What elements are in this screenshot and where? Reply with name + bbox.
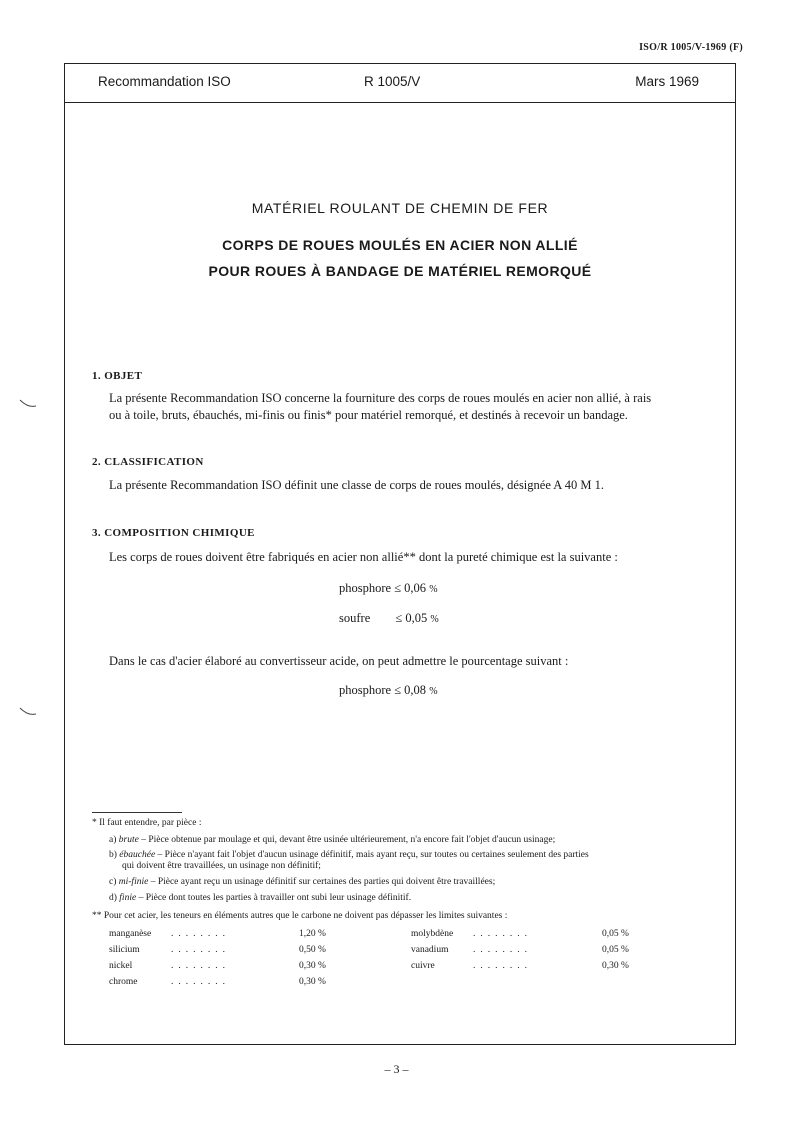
formula-phosphore-text: phosphore ≤ 0,06 [339,581,427,595]
footnote-1-intro: * Il faut entendre, par pièce : [92,818,202,828]
limit-value [602,928,629,940]
percent-sign: % [318,961,326,971]
formula-soufre-label: soufre [339,611,371,625]
leader-dots: ........ [473,945,532,955]
title-line-3: POUR ROUES À BANDAGE DE MATÉRIEL REMORQUÉ [208,263,592,279]
section-1-text-line-1: La présente Recommandation ISO concerne la fourniture des corps de roues moulés en acier non allié, à rais [109,391,652,405]
item-marker: d) [109,893,117,903]
element-name: chrome [109,977,138,987]
section-1-heading: 1. OBJET [92,370,143,382]
item-text: – Pièce ayant reçu un usinage définitif sur certaines des parties qui doivent être travaillées; [148,877,496,887]
section-2-heading: 2. CLASSIFICATION [92,456,204,468]
item-marker: a) [109,835,117,845]
limit-row [411,928,532,940]
percent-sign: % [621,961,629,971]
document-reference: ISO/R 1005/V-1969 (F) [639,42,743,53]
binding-mark [18,398,38,410]
element-value: 0,05 [602,929,619,939]
limit-row [411,960,532,972]
limit-row [109,960,230,972]
element-name: molybdène [411,929,454,939]
limit-row [109,928,230,940]
formula-phosphore-acide-text: phosphore ≤ 0,08 [339,683,427,697]
element-name: vanadium [411,945,449,955]
formula-soufre-value: ≤ 0,05 [395,611,428,625]
header-left: Recommandation ISO [98,74,231,89]
header-right: Mars 1969 [635,74,699,89]
section-1-text-line-2: ou à toile, bruts, ébauchés, mi-finis ou finis* pour matériel remorqué, et destinés à recevoir un bandage. [109,408,628,422]
limit-row [109,976,230,988]
section-3-text-line-1: Les corps de roues doivent être fabriqués en acier non allié** dont la pureté chimique est la suivante : [109,550,618,564]
limit-value [299,976,326,988]
percent-sign: % [429,584,438,595]
header-center: R 1005/V [364,74,421,89]
page-number: – 3 – [384,1062,409,1076]
percent-sign: % [621,945,629,955]
item-term: brute [118,835,139,845]
formula-phosphore-acide [339,683,438,698]
section-3-heading: 3. COMPOSITION CHIMIQUE [92,527,255,539]
title-line-2: CORPS DE ROUES MOULÉS EN ACIER NON ALLIÉ [222,237,578,253]
element-name: silicium [109,945,140,955]
leader-dots: ........ [473,929,532,939]
element-value: 0,05 [602,945,619,955]
item-term: finie [119,893,137,903]
leader-dots: ........ [171,961,230,971]
footnote-1-item-a [109,834,555,846]
element-value: 0,30 [602,961,619,971]
section-3-text-line-2: Dans le cas d'acier élaboré au convertisseur acide, on peut admettre le pourcentage suivant : [109,654,569,668]
section-2-text: La présente Recommandation ISO définit une classe de corps de roues moulés, désignée A 40 M 1. [109,478,605,492]
limit-value [299,944,326,956]
percent-sign: % [318,929,326,939]
leader-dots: ........ [171,929,230,939]
element-name: nickel [109,961,133,971]
footnote-1-item-b-continued: qui doivent être travaillées, un usinage non définitif; [122,861,321,871]
limit-row [411,944,532,956]
limit-row [109,944,230,956]
item-marker: c) [109,877,117,887]
footnote-separator [92,812,182,813]
limit-value [602,944,629,956]
leader-dots: ........ [171,977,230,987]
item-text: – Pièce obtenue par moulage et qui, devant être usinée ultérieurement, n'a encore fait l'objet d'aucun usinage; [138,835,556,845]
title-line-1: MATÉRIEL ROULANT DE CHEMIN DE FER [251,200,549,216]
item-marker: b) [109,850,117,860]
percent-sign: % [318,977,326,987]
limit-value [602,960,629,972]
limit-value [299,960,326,972]
footnote-1-item-d [109,892,411,904]
footnote-2-intro: ** Pour cet acier, les teneurs en éléments autres que le carbone ne doivent pas dépasser les limites suivantes : [92,911,508,921]
limit-value [299,928,326,940]
item-term: ébauchée [119,850,156,860]
binding-mark [18,706,38,718]
header-bar [64,63,736,103]
leader-dots: ........ [473,961,532,971]
item-term: mi-finie [118,877,149,887]
item-text: – Pièce n'ayant fait l'objet d'aucun usinage définitif, mais ayant reçu, sur toutes ou certaines seulement des parties [155,850,589,860]
formula-soufre [339,611,439,626]
percent-sign: % [621,929,629,939]
percent-sign: % [429,686,438,697]
element-value: 0,50 [299,945,316,955]
element-value: 0,30 [299,977,316,987]
item-text: – Pièce dont toutes les parties à travailler ont subi leur usinage définitif. [136,893,412,903]
percent-sign: % [430,614,439,625]
element-name: cuivre [411,961,435,971]
element-value: 1,20 [299,929,316,939]
element-name: manganèse [109,929,152,939]
leader-dots: ........ [171,945,230,955]
percent-sign: % [318,945,326,955]
element-value: 0,30 [299,961,316,971]
footnote-1-item-c [109,876,495,888]
formula-phosphore [339,581,438,596]
